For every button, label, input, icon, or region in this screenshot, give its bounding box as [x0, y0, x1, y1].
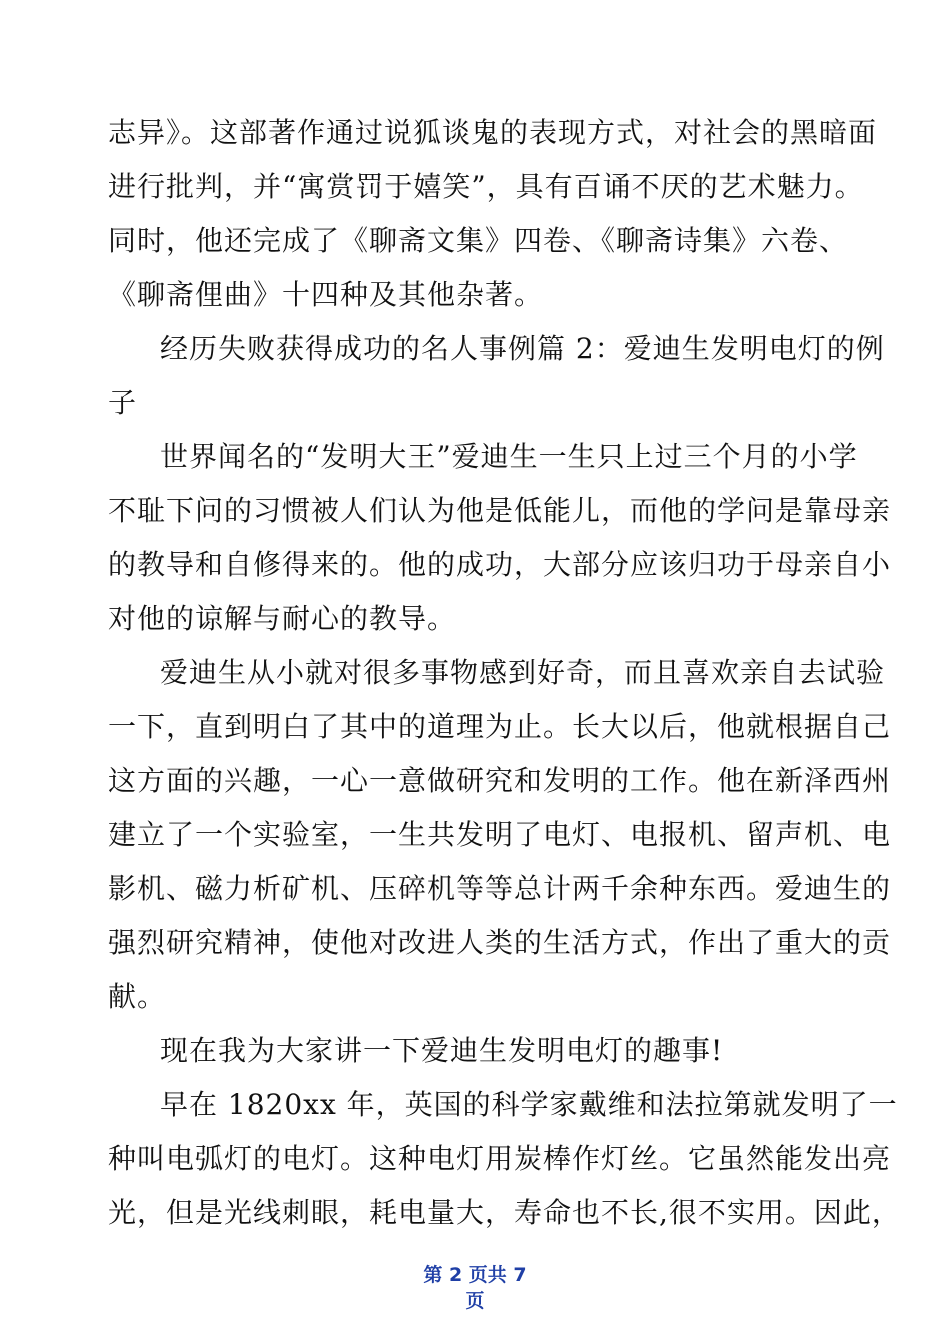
text-line: 这方面的兴趣，一心一意做研究和发明的工作。他在新泽西州 [108, 764, 892, 797]
text-line: 种叫电弧灯的电灯。这种电灯用炭棒作灯丝。它虽然能发出亮 [108, 1142, 892, 1175]
section-heading: 经历失败获得成功的名人事例篇 2：爱迪生发明电灯的例 [160, 332, 885, 365]
section-heading-continued: 子 [108, 386, 138, 419]
page-number-continued: 页 [465, 1290, 485, 1312]
text-line: 早在 1820xx 年，英国的科学家戴维和法拉第就发明了一 [160, 1088, 898, 1121]
text-line: 的教导和自修得来的。他的成功，大部分应该归功于母亲自小 [108, 548, 892, 581]
page-number: 第 2 页共 7 [423, 1264, 527, 1286]
text-line: 志异》。这部著作通过说狐谈鬼的表现方式，对社会的黑暗面 [108, 116, 878, 149]
text-line: 影机、磁力析矿机、压碎机等等总计两千余种东西。爱迪生的 [108, 872, 892, 905]
text-line: 不耻下问的习惯被人们认为他是低能儿，而他的学问是靠母亲 [108, 494, 892, 527]
text-line: 进行批判，并“寓赏罚于嬉笑”，具有百诵不厌的艺术魅力。 [108, 170, 864, 203]
text-line: 建立了一个实验室，一生共发明了电灯、电报机、留声机、电 [108, 818, 892, 851]
text-line: 世界闻名的“发明大王”爱迪生一生只上过三个月的小学 [160, 440, 858, 473]
text-line: 现在我为大家讲一下爱迪生发明电灯的趣事! [160, 1034, 724, 1067]
text-line: 同时，他还完成了《聊斋文集》四卷、《聊斋诗集》六卷、 [108, 224, 849, 257]
text-line: 强烈研究精神，使他对改进人类的生活方式，作出了重大的贡 [108, 926, 892, 959]
text-line: 爱迪生从小就对很多事物感到好奇，而且喜欢亲自去试验 [160, 656, 886, 689]
text-line: 献。 [108, 980, 167, 1013]
text-line: 一下，直到明白了其中的道理为止。长大以后，他就根据自己 [108, 710, 892, 743]
text-line: 《聊斋俚曲》十四种及其他杂著。 [108, 278, 544, 311]
text-line: 光，但是光线刺眼，耗电量大，寿命也不长,很不实用。因此， [108, 1196, 901, 1229]
text-line: 对他的谅解与耐心的教导。 [108, 602, 457, 635]
